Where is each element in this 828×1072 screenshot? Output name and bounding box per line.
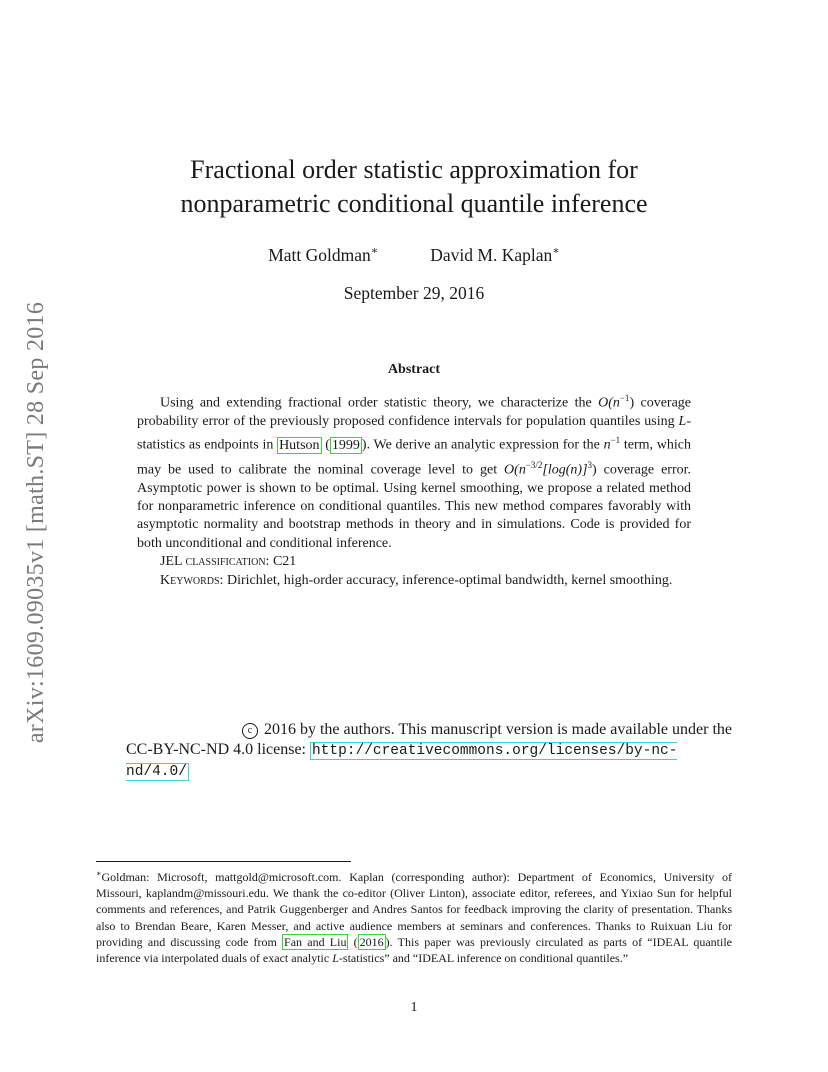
author-2 [430, 244, 559, 266]
author-1-footnote-mark: ∗ [370, 245, 379, 257]
author-1-name: Matt Goldman [268, 244, 371, 265]
arxiv-identifier-text: arXiv:1609.09035v1 [math.ST] 28 Sep 2016 [23, 301, 50, 743]
author-list [200, 244, 628, 266]
author-2-name: David M. Kaplan [430, 244, 553, 265]
abstract-math-exponent: −3/2 [525, 459, 543, 470]
license-line-1: 2016 by the authors. This manuscript version is made available under the [259, 721, 732, 738]
abstract-text: -statistics as endpoints in [137, 414, 691, 454]
citation-link-hutson-year[interactable]: 1999 [331, 438, 360, 454]
abstract-math-exponent: −1 [619, 393, 630, 403]
citation-link-fan-liu[interactable]: Fan and Liu [284, 934, 347, 949]
abstract-paragraph: Using and extending fractional order statistic theory, we characterize the $O(n^{-1})$ coverage probability error of the previously proposed confidence intervals for population quantiles using L-statistics as endpoints in Hutson ( 1999 ). We derive an analytic expression for the $n^{-1}$ term, which may be used to calibrate the nominal coverage level to get $O(n^{-3/2}[\log(n)]^3)$ coverage error. Asymptotic power is shown to be optimal. Using kernel smoothing, we propose a related method for nonparametric inference on conditional quantiles. This new method compares favorably with asymptotic normality and bootstrap methods in theory and in simulations. Code is provided for both unconditional and conditional inference. [137, 393, 692, 551]
author-2-footnote-mark: ∗ [552, 245, 560, 257]
jel-label: JEL classification: [160, 554, 270, 570]
license-line-2 [110, 740, 732, 782]
keywords-label: Keywords: [160, 572, 224, 588]
author-footnote: ∗Goldman: Microsoft, mattgold@microsoft.com. Kaplan (corresponding author): Department of Economics, University of Missouri, kaplandm@missouri.edu. We thank the co-editor (Oliver Linton), associate editor, referees, and Yixiao Sun for helpful comments and references, and Patrik Guggenberger and Andres Santos for feedback improving the clarity of presentation. Thanks also to Brendan Beare, Karen Messer, and active audience members at seminars and conferences. Thanks to Ruixuan Liu for providing and discussing code from Fan and Liu ( 2016 ). This paper was previously circulated as parts of “IDEAL quantile inference via interpolated duals of exact analytic L-statistics” and “IDEAL inference on conditional quantiles.” [96, 869, 733, 966]
page-number: 1 [410, 1000, 418, 1015]
abstract-text: term, which may be used to calibrate the nominal coverage level to get [137, 438, 691, 478]
abstract-body [137, 389, 691, 590]
author-1 [268, 244, 378, 266]
paper-title-line-2: nonparametric conditional quantile inference [180, 189, 648, 218]
abstract-heading: Abstract [387, 362, 441, 377]
footnote-text: Goldman: Microsoft, mattgold@microsoft.com. Kaplan (corresponding author): Department of Economics, University of Missouri, kaplandm@missouri.edu. We thank the co-editor (Oliver Linton), associate editor, referees, and Yixiao Sun for helpful comments and references, and Patrik Guggenberger and Andres Santos for feedback improving the clarity of presentation. Thanks also to Brendan Beare, Karen Messer, and active audience members at seminars and conferences. Thanks to Ruixuan Liu for providing and discussing code from [96, 870, 732, 949]
license-url-link[interactable]: http://creativecommons.org/licenses/by-nc-nd/4.0/ [126, 743, 678, 780]
citation-link-fan-liu-year[interactable]: 2016 [359, 934, 384, 949]
jel-classification [137, 553, 691, 571]
abstract-text: . We derive an analytic expression for the [366, 438, 604, 454]
citation-link-hutson[interactable]: Hutson [279, 438, 320, 454]
abstract-text: ) coverage error. Asymptotic power is shown to be optimal. Using kernel smoothing, we propose a related method for nonparametric inference on conditional quantiles. This new method compares favorably with asymptotic normality and bootstrap methods in theory and in simulations. Code is provided for both unconditional and conditional inference. [137, 462, 692, 551]
footnote-text: . This paper was previously circulated as parts of “IDEAL quantile inference via interpolated duals of exact analytic [96, 934, 733, 966]
license-prefix: CC-BY-NC-ND 4.0 license: [126, 741, 310, 758]
jel-value: C21 [269, 554, 297, 570]
abstract-text: ) coverage probability error of the previously proposed confidence intervals for population quantiles using [137, 395, 692, 430]
abstract-math: n [603, 438, 611, 454]
paper-title [120, 153, 708, 221]
abstract-math-exponent: 3 [587, 459, 593, 470]
abstract-math: O(n [598, 395, 620, 411]
abstract-math: O(n [504, 462, 526, 478]
footnote-math: L [332, 951, 339, 966]
footnote-text: -statistics” and “IDEAL inference on conditional quantiles.” [338, 951, 629, 966]
abstract-math-exponent: −1 [610, 435, 621, 446]
license-notice [110, 720, 732, 782]
abstract-math: [log(n)] [542, 462, 588, 478]
paper-title-line-1: Fractional order statistic approximation for [190, 155, 638, 184]
abstract-math: L [678, 414, 687, 430]
keywords-value: Dirichlet, high-order accuracy, inference-optimal bandwidth, kernel smoothing. [223, 572, 673, 588]
keywords [137, 572, 691, 590]
arxiv-identifier-stamp [17, 272, 57, 772]
footnote-mark: ∗ [96, 869, 102, 878]
publication-date: September 29, 2016 [343, 283, 485, 303]
abstract-text: Using and extending fractional order statistic theory, we characterize the [160, 395, 599, 411]
copyright-icon: c [242, 723, 258, 739]
footnote-divider [96, 861, 351, 862]
